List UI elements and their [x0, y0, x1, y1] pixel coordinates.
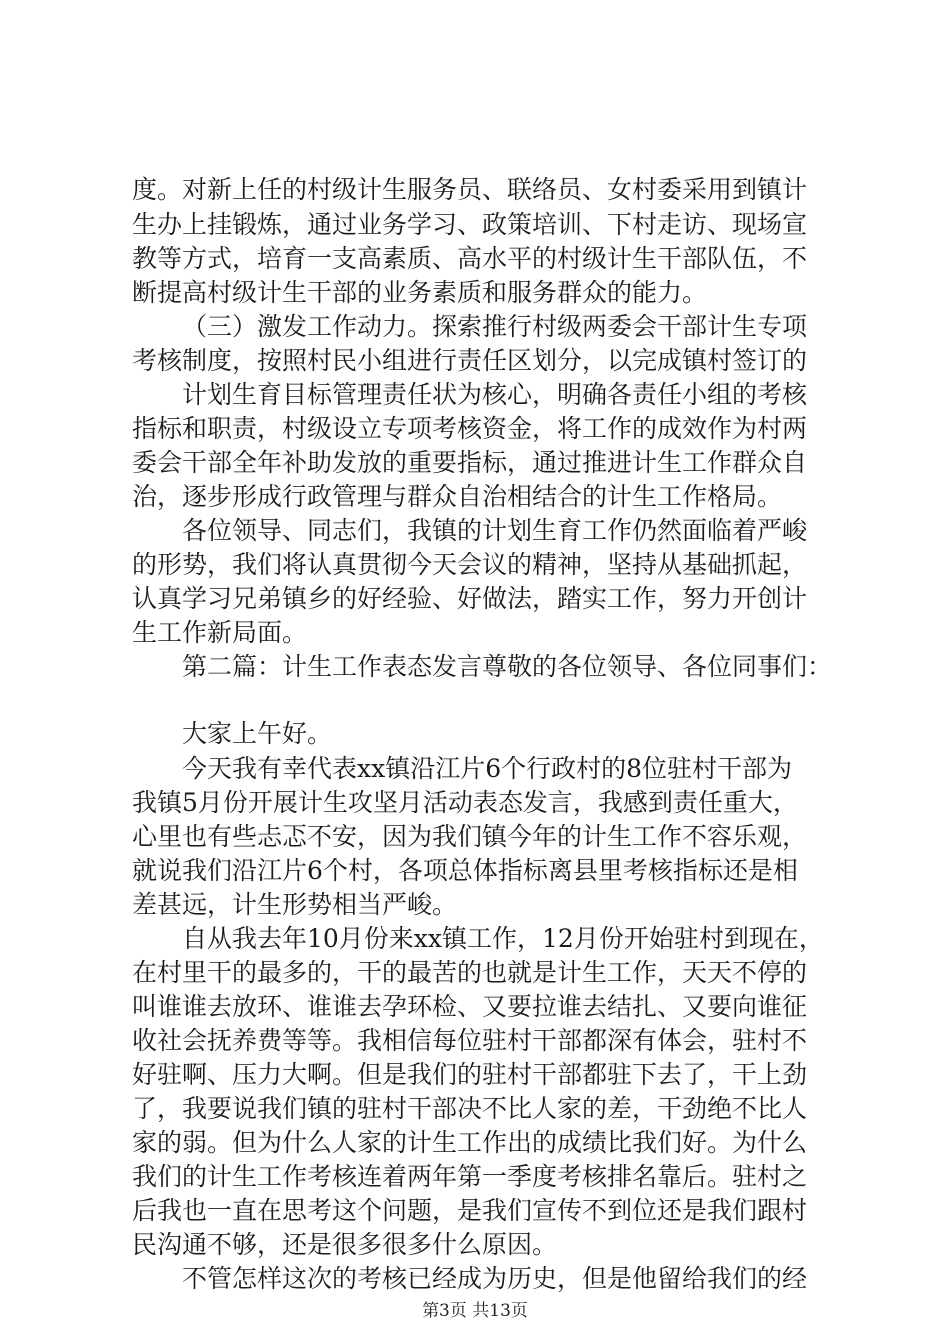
- text-line: 好驻啊、压力大啊。但是我们的驻村干部都驻下去了，干上劲: [132, 1060, 808, 1089]
- text-line: 就说我们沿江片6个村，各项总体指标离县里考核指标还是相: [132, 856, 798, 885]
- text-line: 指标和职责，村级设立专项考核资金，将工作的成效作为村两: [132, 414, 808, 443]
- text-line: 不管怎样这次的考核已经成为历史，但是他留给我们的经: [182, 1264, 808, 1293]
- text-line: 委会干部全年补助发放的重要指标，通过推进计生工作群众自: [132, 448, 808, 477]
- text-line: 计划生育目标管理责任状为核心，明确各责任小组的考核: [182, 380, 808, 409]
- text-line: 度。对新上任的村级计生服务员、联络员、女村委采用到镇计: [132, 175, 808, 204]
- text-line: 后我也一直在思考这个问题，是我们宣传不到位还是我们跟村: [132, 1196, 808, 1225]
- text-line: 我们的计生工作考核连着两年第一季度考核排名靠后。驻村之: [132, 1162, 808, 1191]
- text-line: 各位领导、同志们，我镇的计划生育工作仍然面临着严峻: [182, 516, 808, 545]
- section-heading: 第二篇：计生工作表态发言尊敬的各位领导、各位同事们：: [182, 652, 833, 681]
- text-line: 生工作新局面。: [132, 618, 308, 647]
- text-line: 考核制度，按照村民小组进行责任区划分，以完成镇村签订的: [132, 346, 808, 375]
- text-line: 自从我去年10月份来xx镇工作，12月份开始驻村到现在，: [182, 924, 824, 953]
- page-footer: 第3页 共13页: [422, 1301, 528, 1321]
- text-line: 了，我要说我们镇的驻村干部决不比人家的差，干劲绝不比人: [132, 1094, 808, 1123]
- text-line: 家的弱。但为什么人家的计生工作出的成绩比我们好。为什么: [132, 1128, 808, 1157]
- text-line: 收社会抚养费等等。我相信每位驻村干部都深有体会，驻村不: [132, 1026, 808, 1055]
- text-line: 治，逐步形成行政管理与群众自治相结合的计生工作格局。: [132, 482, 783, 511]
- text-line: 心里也有些忐忑不安，因为我们镇今年的计生工作不容乐观，: [132, 822, 808, 851]
- text-line: 大家上午好。: [182, 719, 333, 748]
- text-line: 我镇5月份开展计生攻坚月活动表态发言，我感到责任重大，: [132, 788, 798, 817]
- text-line: 今天我有幸代表xx镇沿江片6个行政村的8位驻村干部为: [182, 754, 793, 783]
- text-line: 断提高村级计生干部的业务素质和服务群众的能力。: [132, 278, 708, 307]
- text-line: 生办上挂锻炼，通过业务学习、政策培训、下村走访、现场宣: [132, 210, 808, 239]
- text-line: 民沟通不够，还是很多很多什么原因。: [132, 1230, 558, 1259]
- text-line: 教等方式，培育一支高素质、高水平的村级计生干部队伍，不: [132, 244, 808, 273]
- text-line: （三）激发工作动力。探索推行村级两委会干部计生专项: [182, 312, 808, 341]
- text-line: 差甚远，计生形势相当严峻。: [132, 890, 458, 919]
- text-line: 叫谁谁去放环、谁谁去孕环检、又要拉谁去结扎、又要向谁征: [132, 992, 808, 1021]
- text-line: 在村里干的最多的，干的最苦的也就是计生工作，天天不停的: [132, 958, 808, 987]
- text-line: 认真学习兄弟镇乡的好经验、好做法，踏实工作，努力开创计: [132, 584, 808, 613]
- text-line: 的形势，我们将认真贯彻今天会议的精神，坚持从基础抓起，: [132, 550, 808, 579]
